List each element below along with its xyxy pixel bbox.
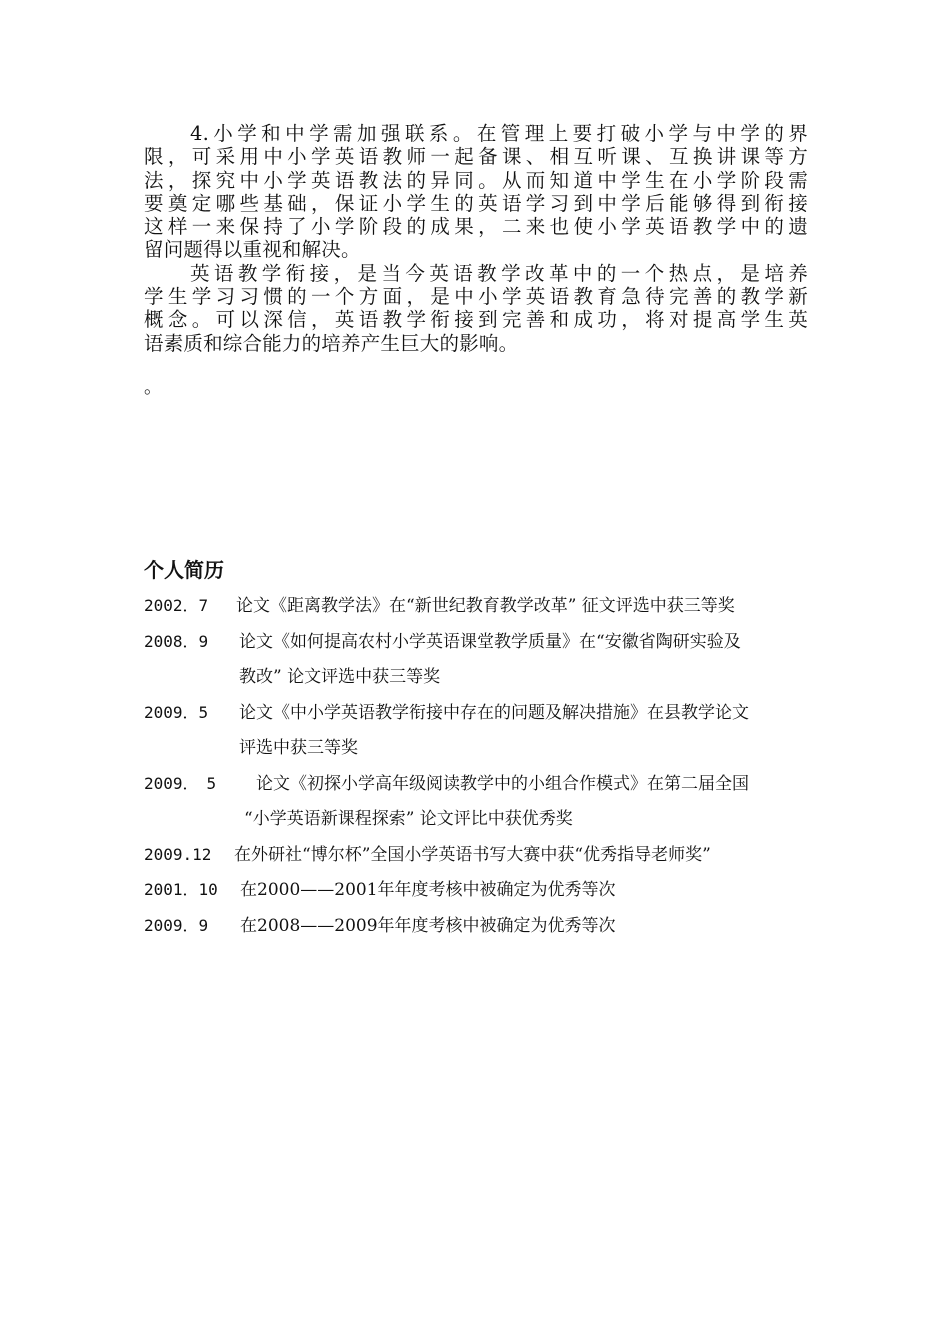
entry-text: 在外研社“博尔杯”全国小学英语书写大赛中获“优秀指导老师奖” [234, 844, 711, 865]
entry-date: 2009.12 [144, 844, 212, 864]
paragraph-line: 要奠定哪些基础，保证小学生的英语学习到中学后能够得到衔接 [144, 191, 808, 215]
entry-date: 2009．9 [144, 915, 209, 935]
paragraph-line: 英语教学衔接，是当今英语教学改革中的一个热点，是培养 [190, 261, 808, 285]
entry-date: 2002．7 [144, 596, 209, 615]
paragraph-line: 语素质和综合能力的培养产生巨大的影响。 [144, 331, 519, 355]
paragraph-line: 法，探究中小学英语教法的异同。从而知道中学生在小学阶段需 [144, 168, 808, 192]
paragraph-line: 留问题得以重视和解决。 [144, 238, 361, 262]
entry-text-continued: “小学英语新课程探索” 论文评比中获优秀奖 [244, 809, 573, 829]
entry-text-continued: 评选中获三等奖 [239, 738, 358, 758]
entry-text: 论文《距离教学法》在“新世纪教育教学改革” 征文评选中获三等奖 [236, 596, 735, 616]
paragraph-line: 这样一来保持了小学阶段的成果，二来也使小学英语教学中的遗 [144, 215, 808, 239]
entry-text: 在2000——2001年年度考核中被确定为优秀等次 [240, 880, 616, 900]
entry-text: 在2008——2009年年度考核中被确定为优秀等次 [240, 915, 616, 936]
resume-entry [144, 628, 814, 699]
body-paragraphs [144, 122, 808, 355]
resume-entry [144, 592, 814, 628]
entry-date: 2009．5 [144, 702, 209, 722]
resume-title: 个人简历 [144, 558, 224, 582]
resume-list [144, 592, 814, 947]
entry-text: 论文《中小学英语教学衔接中存在的问题及解决措施》在县教学论文 [239, 702, 749, 723]
entry-date: 2009． 5 [144, 773, 217, 793]
paragraph-line: 学生学习习惯的一个方面，是中小学英语教育急待完善的教学新 [144, 285, 808, 309]
entry-date: 2008．9 [144, 631, 209, 651]
paragraph-line: 4.小学和中学需加强联系。在管理上要打破小学与中学的界 [190, 122, 808, 145]
trailing-period: 。 [144, 377, 162, 398]
resume-entry [144, 876, 814, 912]
paragraph-line: 限，可采用中小学英语教师一起备课、相互听课、互换讲课等方 [144, 145, 808, 169]
entry-text: 论文《初探小学高年级阅读教学中的小组合作模式》在第二届全国 [256, 773, 749, 794]
entry-text: 论文《如何提高农村小学英语课堂教学质量》在“安徽省陶研实验及 [239, 631, 741, 652]
paragraph-line: 概念。可以深信，英语教学衔接到完善和成功，将对提高学生英 [144, 308, 808, 332]
resume-entry [144, 699, 814, 770]
entry-text-continued: 教改” 论文评选中获三等奖 [239, 667, 441, 687]
resume-entry [144, 912, 814, 948]
entry-date: 2001．10 [144, 880, 218, 899]
resume-entry [144, 770, 814, 841]
resume-entry [144, 841, 814, 877]
